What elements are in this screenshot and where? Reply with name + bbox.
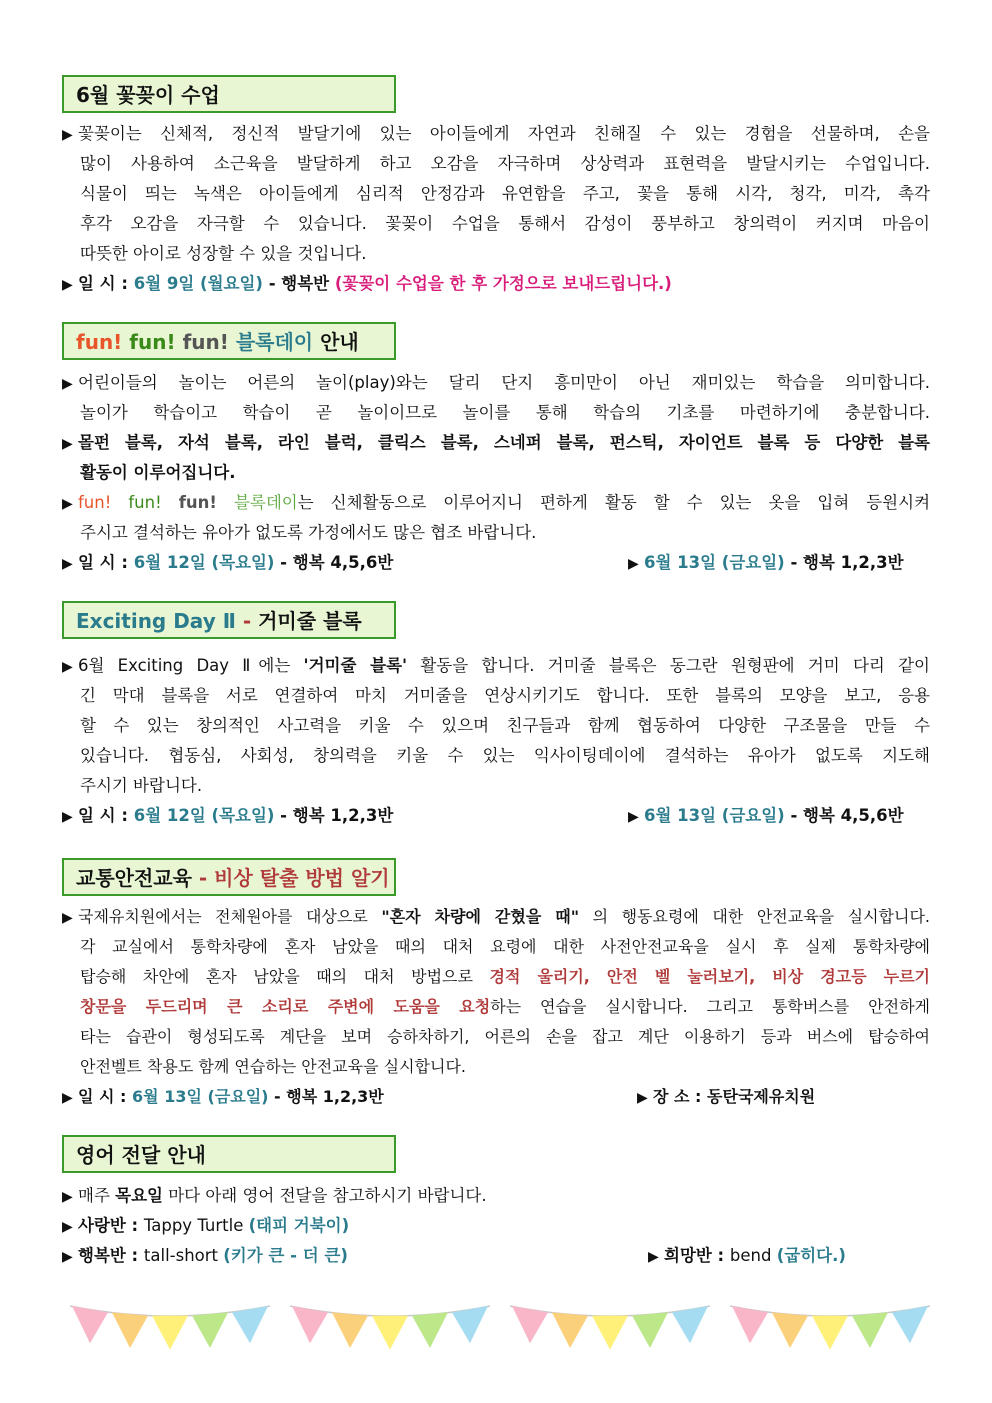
paragraph-line: 주시고 결석하는 유아가 없도록 가정에서도 많은 협조 바랍니다. — [80, 523, 537, 542]
arrow-icon: ▶ — [62, 556, 73, 572]
bunting-flag — [632, 1312, 668, 1348]
arrow-icon: ▶ — [62, 1249, 73, 1265]
event-class: - 행복 4,5,6반 — [274, 553, 394, 572]
arrow-icon: ▶ — [62, 659, 73, 675]
english-word: bend — [729, 1246, 777, 1265]
bunting-flag — [892, 1306, 928, 1343]
class-label: 사랑반 : — [78, 1216, 144, 1235]
paragraph-line: 후각 오감을 자극할 수 있습니다. 꽃꽂이 수업을 통해서 감성이 풍부하고 창의력이 커지며 마음이 — [80, 214, 930, 233]
bunting-flag — [112, 1312, 148, 1348]
title-fun-2: fun! — [129, 330, 176, 354]
paragraph-line: 안전벨트 착용도 함께 연습하는 안전교육을 실시합니다. — [80, 1057, 467, 1076]
paragraph-line: 따뜻한 아이로 성장할 수 있을 것입니다. — [80, 244, 367, 263]
paragraph-line: 있습니다. 협동심, 사회성, 창의력을 키울 수 있는 익사이팅데이에 결석하는 유아가 없도록 지도해 — [80, 746, 930, 765]
arrow-icon: ▶ — [62, 376, 73, 392]
fun-3: fun! — [178, 493, 217, 512]
paragraph-line: 놀이가 학습이고 학습이 곧 놀이이므로 놀이를 통해 학습의 기초를 마련하기에 충분합니다. — [80, 403, 930, 422]
title-rest: 안내 — [320, 330, 359, 354]
title-block-day: 블록데이 — [235, 330, 314, 354]
bunting-flag — [452, 1306, 488, 1343]
paragraph-line: 긴 막대 블록을 서로 연결하여 마치 거미줄을 연상시키기도 합니다. 또한 블록의 모양을 보고, 응용 — [80, 686, 930, 705]
event-class: - 행복 1,2,3반 — [784, 553, 904, 572]
arrow-icon: ▶ — [62, 910, 73, 926]
class-label: 희망반 : — [664, 1246, 730, 1265]
place-label: 장 소 : — [653, 1087, 708, 1106]
title-dash: - — [191, 866, 215, 890]
paragraph-line: 매주 — [78, 1186, 116, 1205]
event-note: (꽃꽂이 수업을 한 후 가정으로 보내드립니다.) — [334, 274, 672, 293]
bunting-flag — [412, 1312, 448, 1348]
event-class: - 행복 4,5,6반 — [784, 806, 904, 825]
bunting-flag — [192, 1312, 228, 1348]
arrow-icon: ▶ — [648, 1249, 659, 1265]
weekday: 목요일 — [115, 1186, 163, 1205]
fun-2: fun! — [128, 493, 162, 512]
situation-quote: "혼자 차량에 갇혔을 때" — [381, 907, 580, 926]
korean-meaning: (키가 큰 - 더 큰) — [223, 1246, 348, 1265]
section-traffic-safety-body — [62, 902, 930, 1112]
section-title-flower — [62, 75, 396, 113]
arrow-icon: ▶ — [637, 1090, 648, 1106]
bunting-flag — [152, 1316, 188, 1350]
title-spider-block: 거미줄 블록 — [258, 609, 362, 633]
paragraph-line: 하는 연습을 실시합니다. 그리고 통학버스를 안전하게 — [490, 997, 930, 1016]
section-english-body — [62, 1181, 930, 1271]
paragraph-line: 꽃꽂이는 신체적, 정신적 발달기에 있는 아이들에게 자연과 친해질 수 있는 경험을 선물하며, 손을 — [78, 124, 930, 143]
date-label: 일 시 : — [78, 553, 134, 572]
bunting-flag — [732, 1306, 768, 1343]
class-label: 행복반 : — [78, 1246, 144, 1265]
paragraph-line: 6월 Exciting Day Ⅱ에는 — [78, 656, 304, 675]
title-emergency-escape: 비상 탈출 방법 알기 — [214, 866, 390, 890]
bunting-flag — [292, 1306, 328, 1343]
bunting-flag — [372, 1316, 408, 1350]
korean-meaning: (굽히다.) — [776, 1246, 846, 1265]
title-dash: - — [235, 609, 259, 633]
section-title-block-day — [62, 322, 396, 360]
title-exciting-day: Exciting Day Ⅱ — [76, 609, 236, 633]
paragraph-line: 각 교실에서 통학차량에 혼자 남았을 때의 대처 요령에 대한 사전안전교육을 실시 후 실제 통학차량에 — [80, 937, 930, 956]
bunting-flag — [232, 1306, 268, 1343]
section-exciting-day-body — [62, 651, 930, 831]
paragraph-line: 할 수 있는 창의적인 사고력을 키울 수 있으며 친구들과 함께 협동하여 다양한 구조물을 만들 수 — [80, 716, 930, 735]
paragraph-line: 많이 사용하여 소근육을 발달하게 하고 오감을 자극하며 상상력과 표현력을 발달시키는 수업입니다. — [80, 154, 930, 173]
title-fun-1: fun! — [76, 330, 123, 354]
section-block-day-body — [62, 368, 930, 578]
paragraph-line: 주시기 바랍니다. — [80, 776, 203, 795]
arrow-icon: ▶ — [62, 496, 73, 512]
english-word: tall-short — [143, 1246, 224, 1265]
paragraph-line: 활동이 이루어집니다. — [80, 463, 236, 482]
arrow-icon: ▶ — [62, 1219, 73, 1235]
activity-name: '거미줄 블록' — [303, 656, 408, 675]
event-date: 6월 13일 (금요일) — [644, 806, 785, 825]
paragraph-line: 몰펀 블록, 자석 블록, 라인 블럭, 클릭스 블록, 스네퍼 블록, 펀스틱, 자이언트 블록 등 다양한 블록 — [78, 433, 930, 452]
bunting-flag — [672, 1306, 708, 1343]
event-place: 동탄국제유치원 — [707, 1087, 816, 1106]
bunting-flag — [552, 1312, 588, 1348]
bunting-flag — [772, 1312, 808, 1348]
paragraph-line: 의 행동요령에 대한 안전교육을 실시합니다. — [579, 907, 930, 926]
section-title-text: 6월 꽃꽂이 수업 — [76, 83, 220, 107]
arrow-icon: ▶ — [62, 436, 73, 452]
title-traffic-safety: 교통안전교육 — [76, 866, 192, 890]
date-label: 일 시 : — [78, 806, 134, 825]
section-title-traffic-safety — [62, 858, 396, 896]
bunting-flag — [512, 1306, 548, 1343]
paragraph-line: 마다 아래 영어 전달을 참고하시기 바랍니다. — [162, 1186, 487, 1205]
arrow-icon: ▶ — [62, 1090, 73, 1106]
title-fun-3: fun! — [182, 330, 229, 354]
event-date: 6월 13일 (금요일) — [132, 1087, 269, 1106]
date-label: 일 시 : — [78, 274, 134, 293]
event-date: 6월 9일 (월요일) — [133, 274, 263, 293]
event-class: - 행복 1,2,3반 — [268, 1087, 384, 1106]
date-label: 일 시 : — [78, 1087, 133, 1106]
bunting-flag — [72, 1306, 108, 1343]
event-date: 6월 12일 (목요일) — [133, 806, 275, 825]
arrow-icon: ▶ — [628, 809, 639, 825]
arrow-icon: ▶ — [62, 277, 73, 293]
section-title-english — [62, 1135, 396, 1173]
arrow-icon: ▶ — [62, 1189, 73, 1205]
section-title-exciting-day — [62, 601, 396, 639]
event-class: - 행복반 — [262, 274, 335, 293]
emergency-actions: 경적 울리기, 안전 벨 눌러보기, 비상 경고등 누르기 — [489, 967, 930, 986]
event-class: - 행복 1,2,3반 — [274, 806, 394, 825]
event-date: 6월 13일 (금요일) — [644, 553, 785, 572]
event-date: 6월 12일 (목요일) — [133, 553, 275, 572]
arrow-icon: ▶ — [62, 809, 73, 825]
bunting-flag — [332, 1312, 368, 1348]
bunting-decoration — [62, 1300, 932, 1360]
english-word: Tappy Turtle — [143, 1216, 249, 1235]
arrow-icon: ▶ — [62, 127, 73, 143]
arrow-icon: ▶ — [628, 556, 639, 572]
section-flower-body — [62, 119, 930, 299]
block-day-word: 블록데이 — [233, 493, 298, 512]
paragraph-line: 타는 습관이 형성되도록 계단을 보며 승하차하기, 어른의 손을 잡고 계단 이용하기 등과 버스에 탑승하여 — [80, 1027, 930, 1046]
paragraph-line: 식물이 띄는 녹색은 아이들에게 심리적 안정감과 유연함을 주고, 꽃을 통해 시각, 청각, 미각, 촉각 — [80, 184, 930, 203]
bunting-flag — [812, 1316, 848, 1350]
emergency-actions: 창문을 두드리며 큰 소리로 주변에 도움을 요청 — [80, 997, 491, 1016]
fun-1: fun! — [78, 493, 112, 512]
paragraph-line: 활동을 합니다. 거미줄 블록은 동그란 원형판에 거미 다리 같이 — [407, 656, 930, 675]
paragraph-line: 탑승해 차안에 혼자 남았을 때의 대처 방법으로 — [80, 967, 490, 986]
bunting-flag — [852, 1312, 888, 1348]
korean-meaning: (태피 거북이) — [248, 1216, 350, 1235]
paragraph-line: 어린이들의 놀이는 어른의 놀이(play)와는 달리 단지 흥미만이 아닌 재미있는 학습을 의미합니다. — [78, 373, 930, 392]
section-title-text: 영어 전달 안내 — [76, 1143, 206, 1167]
bunting-flag — [592, 1316, 628, 1350]
paragraph-line: 국제유치원에서는 전체원아를 대상으로 — [78, 907, 382, 926]
paragraph-line: 는 신체활동으로 이루어지니 편하게 활동 할 수 있는 옷을 입혀 등원시켜 — [297, 493, 931, 512]
